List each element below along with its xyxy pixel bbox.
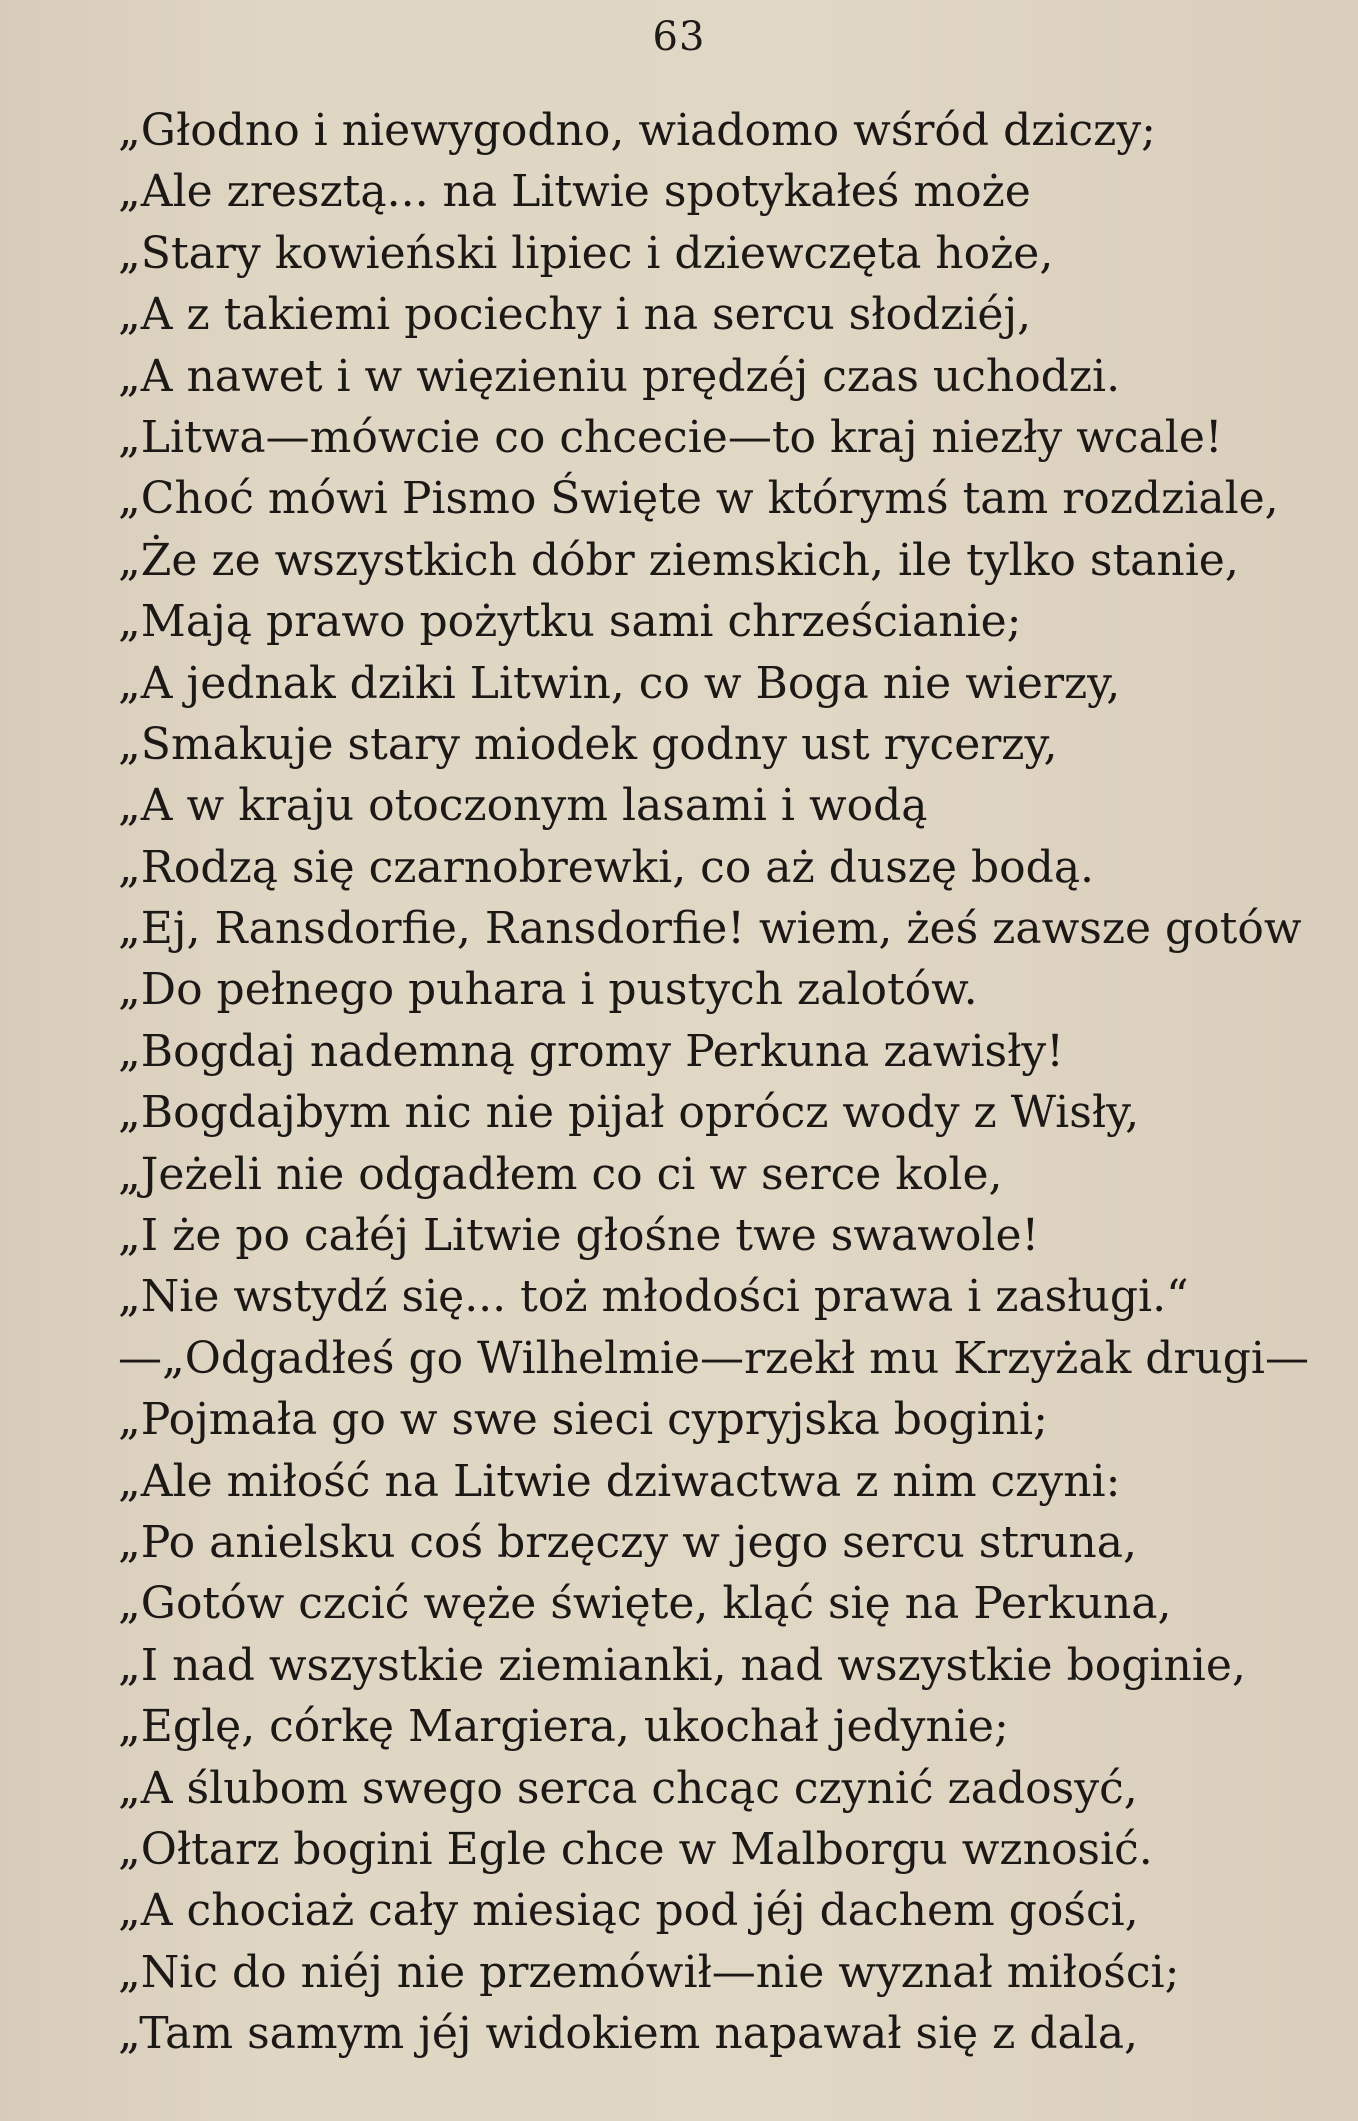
verse-line: „Bogdajbym nic nie pijał oprócz wody z Wisły,: [118, 1087, 1140, 1139]
verse-line: „Głodno i niewygodno, wiadomo wśród dziczy;: [118, 105, 1156, 156]
verse-line: „Tam samym jéj widokiem napawał się z dala,: [118, 2008, 1139, 2060]
verse-line: „A jednak dziki Litwin, co w Boga nie wierzy,: [118, 657, 1121, 709]
verse-line: „Gotów czcić węże święte, kląć się na Perkuna,: [118, 1578, 1172, 1630]
verse-line: „Ołtarz bogini Egle chce w Malborgu wznosić.: [118, 1823, 1153, 1875]
verse-line: „Mają prawo pożytku sami chrześcianie;: [118, 596, 1022, 648]
verse-line: „Nic do niéj nie przemówił—nie wyznał miłości;: [118, 1946, 1180, 1998]
verse-line: „A w kraju otoczonym lasami i wodą: [118, 780, 928, 832]
verse-line: „Stary kowieński lipiec i dziewczęta hoże,: [118, 227, 1054, 279]
verse-line: —„Odgadłeś go Wilhelmie—rzekł mu Krzyżak drugi—: [118, 1332, 1309, 1384]
verse-line: „Że ze wszystkich dóbr ziemskich, ile tylko stanie,: [118, 534, 1239, 586]
verse-line: „Jeżeli nie odgadłem co ci w serce kole,: [118, 1148, 1003, 1200]
verse-line: „Ale zresztą... na Litwie spotykałeś może: [118, 166, 1031, 218]
verse-line: „Ej, Ransdorfie, Ransdorfie! wiem, żeś zawsze gotów: [118, 903, 1302, 955]
verse-line: „Nie wstydź się... toż młodości prawa i zasługi.“: [118, 1271, 1189, 1323]
verse-line: „I że po całéj Litwie głośne twe swawole!: [118, 1210, 1040, 1262]
verse-line: „Eglę, córkę Margiera, ukochał jedynie;: [118, 1701, 1009, 1753]
verse-line: „Smakuje stary miodek godny ust rycerzy,: [118, 718, 1058, 770]
verse-line: „Po anielsku coś brzęczy w jego sercu struna,: [118, 1516, 1137, 1568]
verse-line: „Bogdaj nademną gromy Perkuna zawisły!: [118, 1025, 1064, 1077]
verse-line: „Pojmała go w swe sieci cypryjska bogini;: [118, 1394, 1048, 1446]
verse-text: [118, 100, 1318, 2065]
verse-line: „A nawet i w więzieniu prędzéj czas uchodzi.: [118, 350, 1121, 402]
verse-line: „A ślubom swego serca chcąc czynić zadosyć,: [118, 1762, 1138, 1814]
verse-line: „Rodzą się czarnobrewki, co aż duszę bodą.: [118, 841, 1095, 893]
verse-line: „Litwa—mówcie co chcecie—to kraj niezły wcale!: [118, 411, 1223, 463]
page-number: 63: [652, 14, 706, 60]
verse-line: „Choć mówi Pismo Święte w którymś tam rozdziale,: [118, 473, 1279, 525]
verse-line: „I nad wszystkie ziemianki, nad wszystkie boginie,: [118, 1639, 1246, 1691]
verse-line: „A z takiemi pociechy i na sercu słodziéj,: [118, 289, 1032, 341]
verse-line: „Do pełnego puhara i pustych zalotów.: [118, 964, 978, 1016]
verse-line: „Ale miłość na Litwie dziwactwa z nim czyni:: [118, 1455, 1121, 1507]
verse-line: „A chociaż cały miesiąc pod jéj dachem gości,: [118, 1885, 1139, 1937]
